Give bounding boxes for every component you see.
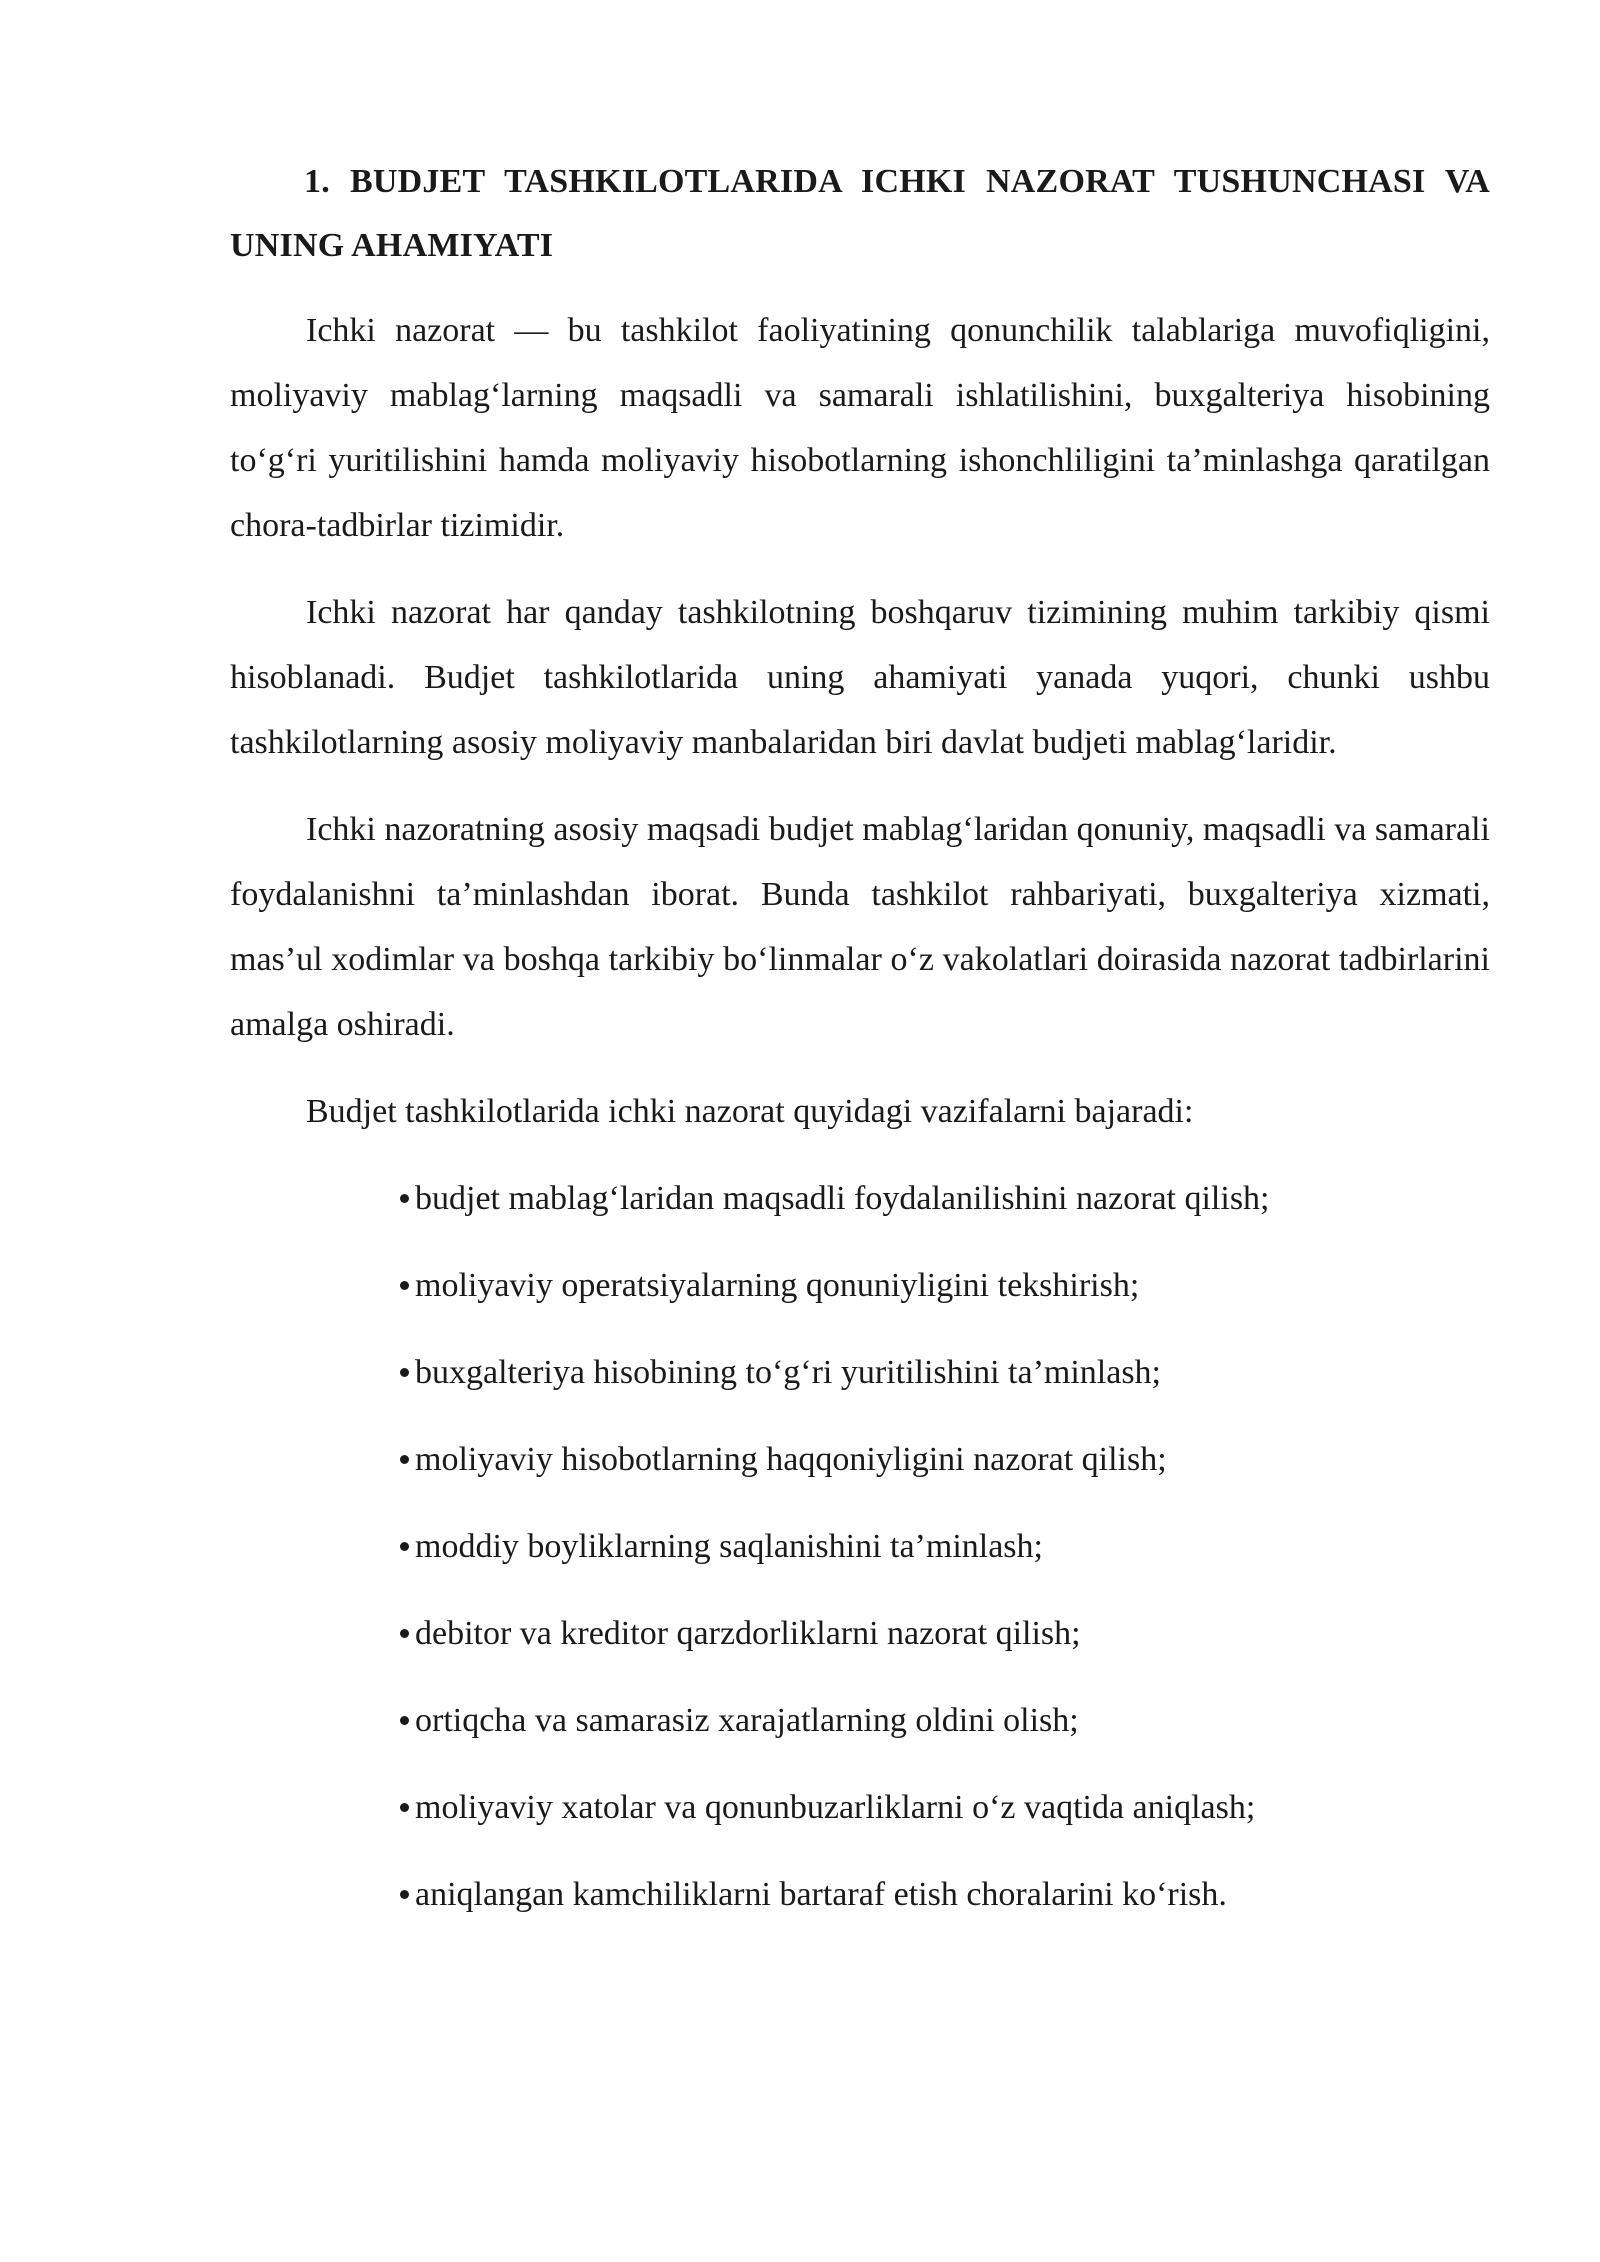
list-item — [400, 1166, 1490, 1231]
list-item-text: debitor va kreditor qarzdorliklarni nazorat qilish; — [415, 1615, 1081, 1652]
list-item-text: aniqlangan kamchiliklarni bartaraf etish choralarini ko‘rish. — [415, 1876, 1227, 1913]
list-item — [400, 1688, 1490, 1753]
task-list — [230, 1166, 1490, 1927]
bullet-icon — [400, 1716, 409, 1725]
list-item — [400, 1427, 1490, 1492]
bullet-icon — [400, 1629, 409, 1638]
paragraph-purpose: Ichki nazoratning asosiy maqsadi budjet mablag‘laridan qonuniy, maqsadli va samarali foydalanishni ta’minlashdan iborat. Bunda tashkilot rahbariyati, buxgalteriya xizmati, mas’ul xodimlar va boshqa tarkibiy bo‘linmalar o‘z vakolatlari doirasida nazorat tadbirlarini amalga oshiradi. — [230, 811, 1490, 1043]
bullet-icon — [400, 1281, 409, 1290]
bullet-icon — [400, 1455, 409, 1464]
list-item-text: ortiqcha va samarasiz xarajatlarning oldini olish; — [415, 1702, 1079, 1739]
list-item — [400, 1601, 1490, 1666]
list-item-text: moliyaviy xatolar va qonunbuzarliklarni o‘z vaqtida aniqlash; — [415, 1789, 1256, 1826]
bullet-icon — [400, 1890, 409, 1899]
paragraph-importance: Ichki nazorat har qanday tashkilotning boshqaruv tizimining muhim tarkibiy qismi hisoblanadi. Budjet tashkilotlarida uning ahamiyati yanada yuqori, chunki ushbu tashkilotlarning asosiy moliyaviy manbalaridan biri davlat budjeti mablag‘laridir. — [230, 594, 1490, 761]
list-item-text: moliyaviy operatsiyalarning qonuniyligini tekshirish; — [415, 1267, 1140, 1304]
bullet-icon — [400, 1368, 409, 1377]
list-item-text: moliyaviy hisobotlarning haqqoniyligini nazorat qilish; — [415, 1441, 1167, 1478]
bullet-icon — [400, 1542, 409, 1551]
bullet-icon — [400, 1194, 409, 1203]
document-page — [230, 150, 1490, 1949]
list-item-text: budjet mablag‘laridan maqsadli foydalanilishini nazorat qilish; — [415, 1180, 1270, 1217]
paragraph-definition: Ichki nazorat — bu tashkilot faoliyatining qonunchilik talablariga muvofiqligini, moliyaviy mablag‘larning maqsadli va samarali ishlatilishini, buxgalteriya hisobining to‘g‘ri yuritilishini hamda moliyaviy hisobotlarning ishonchliligini ta’minlashga qaratilgan chora-tadbirlar tizimidir. — [230, 312, 1490, 544]
list-item — [400, 1514, 1490, 1579]
list-intro: Budjet tashkilotlarida ichki nazorat quyidagi vazifalarni bajaradi: — [306, 1093, 1194, 1130]
list-item — [400, 1862, 1490, 1927]
section-heading: 1. BUDJET TASHKILOTLARIDA ICHKI NAZORAT TUSHUNCHASI VA UNING AHAMIYATI — [230, 163, 1490, 264]
list-item — [400, 1253, 1490, 1318]
list-item-text: buxgalteriya hisobining to‘g‘ri yuritilishini ta’minlash; — [415, 1354, 1162, 1391]
bullet-icon — [400, 1803, 409, 1812]
list-item — [400, 1340, 1490, 1405]
list-item — [400, 1775, 1490, 1840]
list-item-text: moddiy boyliklarning saqlanishini ta’minlash; — [415, 1528, 1043, 1565]
